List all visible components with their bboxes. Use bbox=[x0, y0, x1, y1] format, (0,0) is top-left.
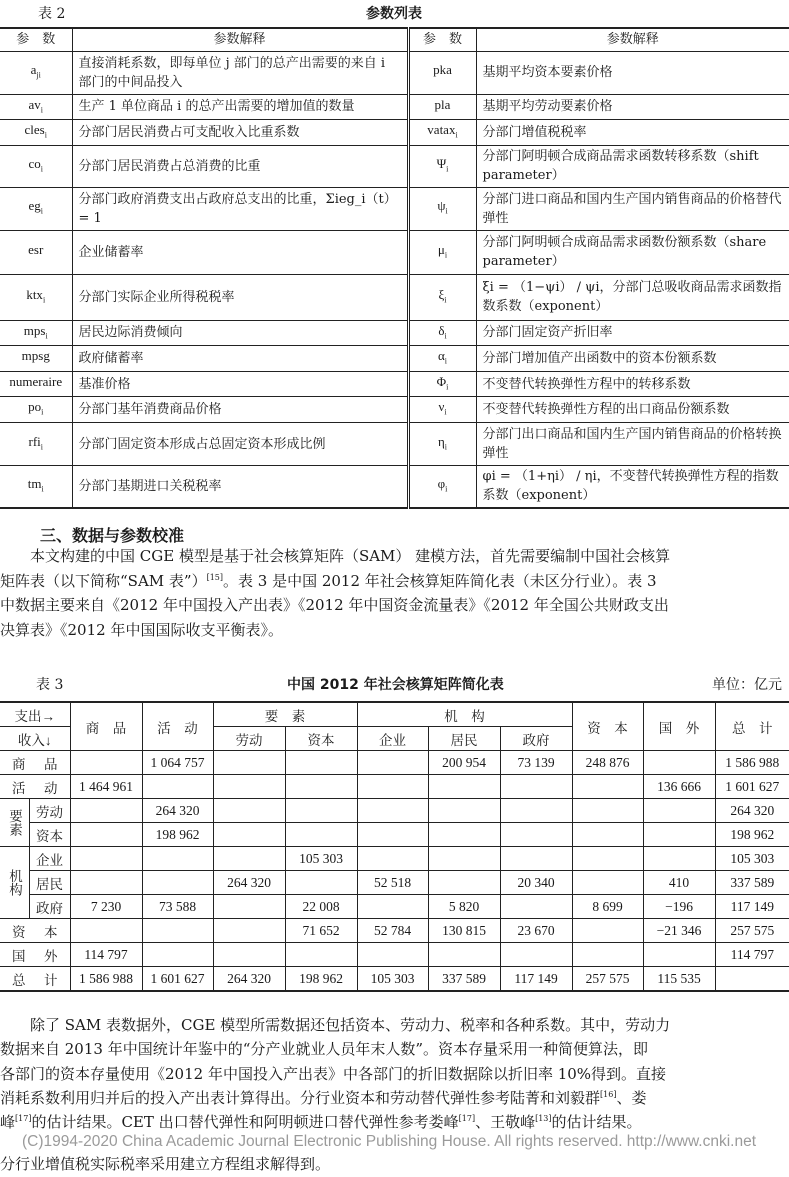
table-cell bbox=[357, 775, 428, 799]
param-explanation: 分部门进口商品和国内生产国内销售商品的价格替代弹性 bbox=[476, 187, 789, 230]
table-row bbox=[0, 187, 789, 230]
text-segment: 的估计结果。CET 出口替代弹性和阿明顿进口替代弹性参考娄峰 bbox=[31, 1113, 459, 1131]
table-cell bbox=[643, 751, 715, 775]
table-row bbox=[0, 145, 789, 187]
table-cell bbox=[500, 823, 572, 847]
param-subscript: i bbox=[45, 331, 48, 341]
table-cell bbox=[643, 823, 715, 847]
param-symbol-text: δ bbox=[438, 322, 445, 338]
col-household: 居民 bbox=[428, 727, 500, 751]
table-cell: 1 601 627 bbox=[142, 967, 213, 992]
table-cell: 52 518 bbox=[357, 871, 428, 895]
table-cell bbox=[572, 871, 643, 895]
param-symbol bbox=[408, 187, 476, 230]
table-cell bbox=[643, 847, 715, 871]
text-line bbox=[0, 621, 789, 639]
param-subscript: i bbox=[444, 408, 447, 418]
param-symbol bbox=[0, 187, 72, 230]
table-cell: 198 962 bbox=[715, 823, 789, 847]
col-foreign: 国 外 bbox=[643, 702, 715, 751]
table2-title: 参数列表 bbox=[366, 6, 422, 22]
table3-title: 中国 2012 年社会核算矩阵简化表 bbox=[287, 677, 504, 693]
param-subscript: i bbox=[42, 295, 46, 305]
param-explanation: 分部门固定资产折旧率 bbox=[476, 320, 789, 346]
table-cell bbox=[357, 943, 428, 967]
table-cell bbox=[428, 871, 500, 895]
table-cell bbox=[70, 799, 142, 823]
param-symbol bbox=[408, 274, 476, 320]
text-line bbox=[0, 1040, 789, 1058]
param-subscript: i bbox=[444, 356, 448, 366]
param-symbol bbox=[0, 274, 72, 320]
table-row bbox=[0, 230, 789, 274]
table-cell: 20 340 bbox=[500, 871, 572, 895]
param-subscript: i bbox=[444, 331, 447, 341]
table2-label: 表 2 bbox=[38, 6, 66, 22]
row-group-label: 要素 bbox=[0, 799, 29, 847]
table-cell bbox=[142, 775, 213, 799]
table-cell: 105 303 bbox=[285, 847, 357, 871]
text-segment: 。表 3 是中国 2012 年社会核算矩阵简化表（未区分行业）。表 3 bbox=[223, 571, 657, 590]
table-cell bbox=[70, 751, 142, 775]
table-row bbox=[0, 943, 789, 967]
param-explanation: 不变替代转换弹性方程的出口商品份额系数 bbox=[476, 397, 789, 423]
col-factor: 要 素 bbox=[213, 702, 357, 727]
table-row bbox=[0, 847, 789, 871]
table-cell bbox=[572, 943, 643, 967]
text-line bbox=[0, 1113, 789, 1131]
row-label: 国外 bbox=[0, 943, 70, 967]
table-cell bbox=[285, 871, 357, 895]
row-label: 活动 bbox=[0, 775, 70, 799]
param-symbol-text: Ψ bbox=[436, 155, 447, 171]
table-cell: 7 230 bbox=[70, 895, 142, 919]
col-labor: 劳动 bbox=[213, 727, 285, 751]
col-government: 政府 bbox=[500, 727, 572, 751]
table-cell bbox=[285, 943, 357, 967]
param-symbol-text: pka bbox=[433, 62, 452, 78]
citation: [15] bbox=[206, 572, 223, 582]
row-label: 商品 bbox=[0, 751, 70, 775]
table-cell bbox=[142, 919, 213, 943]
table-cell: 5 820 bbox=[428, 895, 500, 919]
row-label: 总计 bbox=[0, 967, 70, 992]
text-segment: 分行业增值税实际税率采用建立方程组求解得到。 bbox=[0, 1155, 331, 1173]
table-cell: 200 954 bbox=[428, 751, 500, 775]
table-row bbox=[0, 371, 789, 397]
text-line bbox=[0, 596, 789, 614]
col-total: 总 计 bbox=[715, 702, 789, 751]
table-cell bbox=[428, 775, 500, 799]
table3-unit: 单位：亿元 bbox=[712, 677, 782, 693]
table-cell bbox=[572, 847, 643, 871]
table-cell: 1 464 961 bbox=[70, 775, 142, 799]
param-symbol-text: ψ bbox=[437, 198, 446, 214]
table-cell bbox=[285, 775, 357, 799]
row-label: 劳动 bbox=[29, 799, 70, 823]
param-explanation: 居民边际消费倾向 bbox=[72, 320, 408, 346]
row-label: 居民 bbox=[29, 871, 70, 895]
text-segment: 除了 SAM 表数据外，CGE 模型所需数据还包括资本、劳动力、税率和各种系数。其中，劳动力 bbox=[0, 1016, 671, 1034]
param-subscript: i bbox=[445, 206, 448, 216]
param-symbol-text: av bbox=[28, 96, 41, 112]
param-symbol-text: μ bbox=[437, 241, 445, 257]
param-subscript: i bbox=[41, 408, 44, 418]
param-symbol-text: ν bbox=[438, 399, 445, 415]
table-cell: 264 320 bbox=[142, 799, 213, 823]
table-cell bbox=[715, 967, 789, 992]
param-explanation: 分部门出口商品和国内生产国内销售商品的价格转换弹性 bbox=[476, 423, 789, 466]
param-symbol-text: mpsg bbox=[21, 348, 50, 364]
table-cell: 264 320 bbox=[715, 799, 789, 823]
param-subscript: i bbox=[446, 382, 449, 392]
table-cell: 117 149 bbox=[500, 967, 572, 992]
table-cell bbox=[70, 871, 142, 895]
table-cell: 136 666 bbox=[643, 775, 715, 799]
param-symbol-text: η bbox=[437, 433, 445, 449]
table-row bbox=[0, 397, 789, 423]
table-row bbox=[0, 751, 789, 775]
table-row bbox=[0, 320, 789, 346]
param-symbol bbox=[408, 94, 476, 120]
param-symbol bbox=[408, 145, 476, 187]
table-cell: 73 139 bbox=[500, 751, 572, 775]
table-cell: 114 797 bbox=[715, 943, 789, 967]
table-row bbox=[0, 775, 789, 799]
table-cell bbox=[142, 871, 213, 895]
text-line bbox=[0, 1089, 789, 1107]
param-symbol-text: φ bbox=[437, 476, 446, 492]
table-row bbox=[0, 967, 789, 992]
param-explanation: 企业储蓄率 bbox=[72, 230, 408, 274]
table-cell: 264 320 bbox=[213, 967, 285, 992]
param-symbol bbox=[408, 423, 476, 466]
param-explanation: 基期平均资本要素价格 bbox=[476, 51, 789, 94]
text-segment: 、王敬峰 bbox=[475, 1113, 536, 1131]
param-subscript: i bbox=[444, 295, 447, 305]
param-symbol bbox=[0, 466, 72, 508]
row-group-label: 机构 bbox=[0, 847, 29, 919]
param-explanation: φi = （1+ηi） / ηi，不变替代转换弹性方程的指数系数（exponent） bbox=[476, 466, 789, 508]
table-cell: 23 670 bbox=[500, 919, 572, 943]
table-row bbox=[0, 799, 789, 823]
param-symbol bbox=[0, 320, 72, 346]
table-cell: 71 652 bbox=[285, 919, 357, 943]
param-subscript: i bbox=[445, 484, 448, 494]
param-explanation: 直接消耗系数，即每单位 j 部门的总产出需要的来自 i 部门的中间品投入 bbox=[72, 51, 408, 94]
text-segment: 数据来自 2013 年中国统计年鉴中的“分产业就业人员年末人数”。资本存量采用一种简便算法，即 bbox=[0, 1040, 649, 1058]
section-heading: 三、数据与参数校准 bbox=[40, 526, 185, 545]
table-row bbox=[0, 423, 789, 466]
citation: [17] bbox=[458, 1114, 476, 1123]
table-cell bbox=[213, 895, 285, 919]
param-symbol bbox=[408, 346, 476, 372]
table-cell bbox=[142, 943, 213, 967]
param-symbol bbox=[0, 397, 72, 423]
table-row bbox=[0, 94, 789, 120]
table-cell: 198 962 bbox=[285, 967, 357, 992]
param-subscript: i bbox=[40, 442, 43, 452]
table-cell: 115 535 bbox=[643, 967, 715, 992]
param-subscript: i bbox=[44, 130, 47, 140]
corner-income: 收入↓ bbox=[0, 727, 70, 751]
param-symbol bbox=[0, 120, 72, 146]
table-cell bbox=[500, 847, 572, 871]
table-cell bbox=[572, 823, 643, 847]
param-explanation: 分部门固定资本形成占总固定资本形成比例 bbox=[72, 423, 408, 466]
parameter-table bbox=[0, 27, 789, 509]
row-label: 政府 bbox=[29, 895, 70, 919]
param-subscript: i bbox=[444, 250, 448, 260]
table-row bbox=[0, 919, 789, 943]
table-cell: 198 962 bbox=[142, 823, 213, 847]
table-row bbox=[0, 895, 789, 919]
text-segment: 各部门的资本存量使用《2012 年中国投入产出表》中各部门的折旧数据除以折旧率 10%得到。直接 bbox=[0, 1065, 667, 1083]
param-symbol bbox=[408, 51, 476, 94]
table-cell: 337 589 bbox=[428, 967, 500, 992]
header-explanation: 参数解释 bbox=[72, 28, 408, 51]
table-cell bbox=[572, 919, 643, 943]
table-cell bbox=[572, 799, 643, 823]
table-cell: 8 699 bbox=[572, 895, 643, 919]
param-symbol-text: α bbox=[437, 348, 445, 364]
param-explanation: 分部门基年消费商品价格 bbox=[72, 397, 408, 423]
corner-expenditure: 支出→ bbox=[0, 702, 70, 727]
table-cell bbox=[428, 799, 500, 823]
table-cell bbox=[572, 775, 643, 799]
table-cell bbox=[500, 775, 572, 799]
param-subscript: i bbox=[446, 164, 449, 174]
table-cell bbox=[428, 823, 500, 847]
table-cell bbox=[213, 823, 285, 847]
param-subscript: i bbox=[40, 206, 43, 216]
text-segment: 中数据主要来自《2012 年中国投入产出表》《2012 年中国资金流量表》《2012 年全国公共财政支出 bbox=[0, 596, 669, 614]
text-line bbox=[0, 1155, 789, 1173]
row-label: 资本 bbox=[0, 919, 70, 943]
table-cell: 410 bbox=[643, 871, 715, 895]
table-cell: 264 320 bbox=[213, 871, 285, 895]
table-cell: 257 575 bbox=[715, 919, 789, 943]
table-cell: 22 008 bbox=[285, 895, 357, 919]
table-row bbox=[0, 51, 789, 94]
text-line bbox=[0, 547, 789, 565]
param-explanation: 分部门阿明顿合成商品需求函数转移系数（shift parameter） bbox=[476, 145, 789, 187]
param-subscript: ji bbox=[36, 70, 41, 80]
param-symbol-text: esr bbox=[28, 241, 44, 257]
param-subscript: i bbox=[40, 105, 43, 115]
param-symbol-text: ktx bbox=[26, 286, 43, 302]
col-institution: 机 构 bbox=[357, 702, 572, 727]
text-segment: 本文构建的中国 CGE 模型是基于社会核算矩阵（SAM） 建模方法，首先需要编制中国社会核算 bbox=[0, 547, 671, 565]
col-enterprise: 企业 bbox=[357, 727, 428, 751]
text-segment: 消耗系数利用归并后的投入产出表计算得出。分行业资本和劳动替代弹性参考陆菁和刘毅群 bbox=[0, 1089, 601, 1107]
param-symbol-text: vatax bbox=[427, 122, 456, 138]
table-cell bbox=[213, 943, 285, 967]
table-cell bbox=[70, 823, 142, 847]
param-symbol bbox=[0, 423, 72, 466]
table-cell: 130 815 bbox=[428, 919, 500, 943]
col-commodity: 商 品 bbox=[70, 702, 142, 751]
header-explanation: 参数解释 bbox=[476, 28, 789, 51]
table-cell: 1 064 757 bbox=[142, 751, 213, 775]
table-row bbox=[0, 346, 789, 372]
table-cell bbox=[500, 943, 572, 967]
table-cell bbox=[213, 751, 285, 775]
table-row bbox=[0, 823, 789, 847]
text-segment: 矩阵表（以下简称“SAM 表”） bbox=[0, 571, 207, 590]
table-cell bbox=[70, 847, 142, 871]
param-explanation: 生产 1 单位商品 i 的总产出需要的增加值的数量 bbox=[72, 94, 408, 120]
text-segment: 决算表》《2012 年中国国际收支平衡表》。 bbox=[0, 620, 283, 639]
param-symbol-text: a bbox=[30, 62, 37, 78]
table-cell bbox=[428, 943, 500, 967]
table-cell bbox=[285, 823, 357, 847]
header-param: 参 数 bbox=[0, 28, 72, 51]
param-explanation: 分部门政府消费支出占政府总支出的比重，Σieg_i（t） = 1 bbox=[72, 187, 408, 230]
param-symbol-text: Φ bbox=[436, 373, 447, 389]
param-explanation: 基期平均劳动要素价格 bbox=[476, 94, 789, 120]
table-cell bbox=[357, 823, 428, 847]
table-cell: 105 303 bbox=[715, 847, 789, 871]
param-explanation: 分部门基期进口关税税率 bbox=[72, 466, 408, 508]
table-cell: 1 586 988 bbox=[715, 751, 789, 775]
text-segment: 的估计结果。 bbox=[551, 1113, 642, 1131]
param-symbol-text: po bbox=[28, 399, 42, 415]
param-symbol bbox=[408, 120, 476, 146]
citation: [17] bbox=[15, 1114, 32, 1123]
table-cell bbox=[643, 799, 715, 823]
param-explanation: 不变替代转换弹性方程中的转移系数 bbox=[476, 371, 789, 397]
param-symbol-text: mps bbox=[23, 322, 46, 338]
text-segment: 峰 bbox=[0, 1113, 16, 1131]
param-symbol-text: eg bbox=[28, 198, 41, 214]
param-symbol bbox=[0, 145, 72, 187]
param-explanation: 分部门增值税税率 bbox=[476, 120, 789, 146]
param-explanation: 分部门居民消费占总消费的比重 bbox=[72, 145, 408, 187]
param-symbol bbox=[0, 230, 72, 274]
param-symbol bbox=[0, 371, 72, 397]
col-capital-factor: 资本 bbox=[285, 727, 357, 751]
text-line bbox=[0, 1016, 789, 1034]
param-symbol bbox=[0, 94, 72, 120]
table-cell bbox=[428, 847, 500, 871]
table-cell: 105 303 bbox=[357, 967, 428, 992]
table-cell bbox=[285, 799, 357, 823]
param-subscript: i bbox=[41, 484, 44, 494]
col-capital: 资 本 bbox=[572, 702, 643, 751]
param-symbol bbox=[408, 397, 476, 423]
param-symbol bbox=[408, 466, 476, 508]
param-explanation: 分部门居民消费占可支配收入比重系数 bbox=[72, 120, 408, 146]
col-activity: 活 动 bbox=[142, 702, 213, 751]
table-cell bbox=[70, 919, 142, 943]
param-explanation: 基准价格 bbox=[72, 371, 408, 397]
param-subscript: i bbox=[444, 442, 448, 452]
table-cell: 52 784 bbox=[357, 919, 428, 943]
citation: [13] bbox=[535, 1114, 552, 1123]
sam-table bbox=[0, 701, 789, 992]
table-row bbox=[0, 871, 789, 895]
table-cell: 1 601 627 bbox=[715, 775, 789, 799]
table-row bbox=[0, 120, 789, 146]
text-line bbox=[0, 572, 789, 590]
table-cell bbox=[643, 943, 715, 967]
param-symbol-text: pla bbox=[434, 96, 451, 112]
table-cell bbox=[213, 919, 285, 943]
table-cell: 117 149 bbox=[715, 895, 789, 919]
table-cell: 73 588 bbox=[142, 895, 213, 919]
param-explanation: 分部门增加值产出函数中的资本份额系数 bbox=[476, 346, 789, 372]
table-row bbox=[0, 466, 789, 508]
citation: [16] bbox=[600, 1090, 617, 1099]
param-symbol bbox=[0, 346, 72, 372]
param-symbol bbox=[408, 230, 476, 274]
table-cell: 114 797 bbox=[70, 943, 142, 967]
param-symbol bbox=[0, 51, 72, 94]
param-symbol-text: rfi bbox=[28, 433, 41, 449]
table-cell bbox=[285, 751, 357, 775]
table-cell: 248 876 bbox=[572, 751, 643, 775]
table-cell bbox=[142, 847, 213, 871]
param-symbol-text: numeraire bbox=[9, 373, 63, 389]
table-cell bbox=[500, 895, 572, 919]
param-symbol-text: cles bbox=[24, 122, 45, 138]
param-symbol bbox=[408, 371, 476, 397]
row-label: 资本 bbox=[29, 823, 70, 847]
param-symbol-text: ξ bbox=[438, 286, 445, 302]
text-segment: 、娄 bbox=[616, 1089, 647, 1107]
copyright-watermark: (C)1994-2020 China Academic Journal Electronic Publishing House. All rights reserved. http://www.cnki.net bbox=[22, 1133, 757, 1150]
param-subscript: i bbox=[455, 130, 458, 140]
row-label: 企业 bbox=[29, 847, 70, 871]
param-symbol-text: co bbox=[28, 155, 41, 171]
param-explanation: 分部门实际企业所得税税率 bbox=[72, 274, 408, 320]
table-row bbox=[0, 274, 789, 320]
table-cell bbox=[357, 847, 428, 871]
header-param: 参 数 bbox=[408, 28, 476, 51]
table-cell: 337 589 bbox=[715, 871, 789, 895]
table-cell bbox=[500, 799, 572, 823]
table3-label: 表 3 bbox=[36, 677, 64, 693]
table-cell: 1 586 988 bbox=[70, 967, 142, 992]
table-cell bbox=[213, 799, 285, 823]
param-symbol-text: tm bbox=[27, 476, 42, 492]
text-line bbox=[0, 1065, 789, 1083]
table-cell bbox=[357, 751, 428, 775]
param-explanation: 分部门阿明顿合成商品需求函数份额系数（share parameter） bbox=[476, 230, 789, 274]
table-cell bbox=[213, 847, 285, 871]
param-explanation: 政府储蓄率 bbox=[72, 346, 408, 372]
table-cell bbox=[213, 775, 285, 799]
table-cell bbox=[357, 799, 428, 823]
table-cell: −196 bbox=[643, 895, 715, 919]
table-cell: −21 346 bbox=[643, 919, 715, 943]
param-symbol bbox=[408, 320, 476, 346]
param-subscript: i bbox=[40, 164, 43, 174]
table-cell bbox=[357, 895, 428, 919]
param-explanation: ξi = （1−ψi） / ψi，分部门总吸收商品需求函数指数系数（exponent） bbox=[476, 274, 789, 320]
table-cell: 257 575 bbox=[572, 967, 643, 992]
